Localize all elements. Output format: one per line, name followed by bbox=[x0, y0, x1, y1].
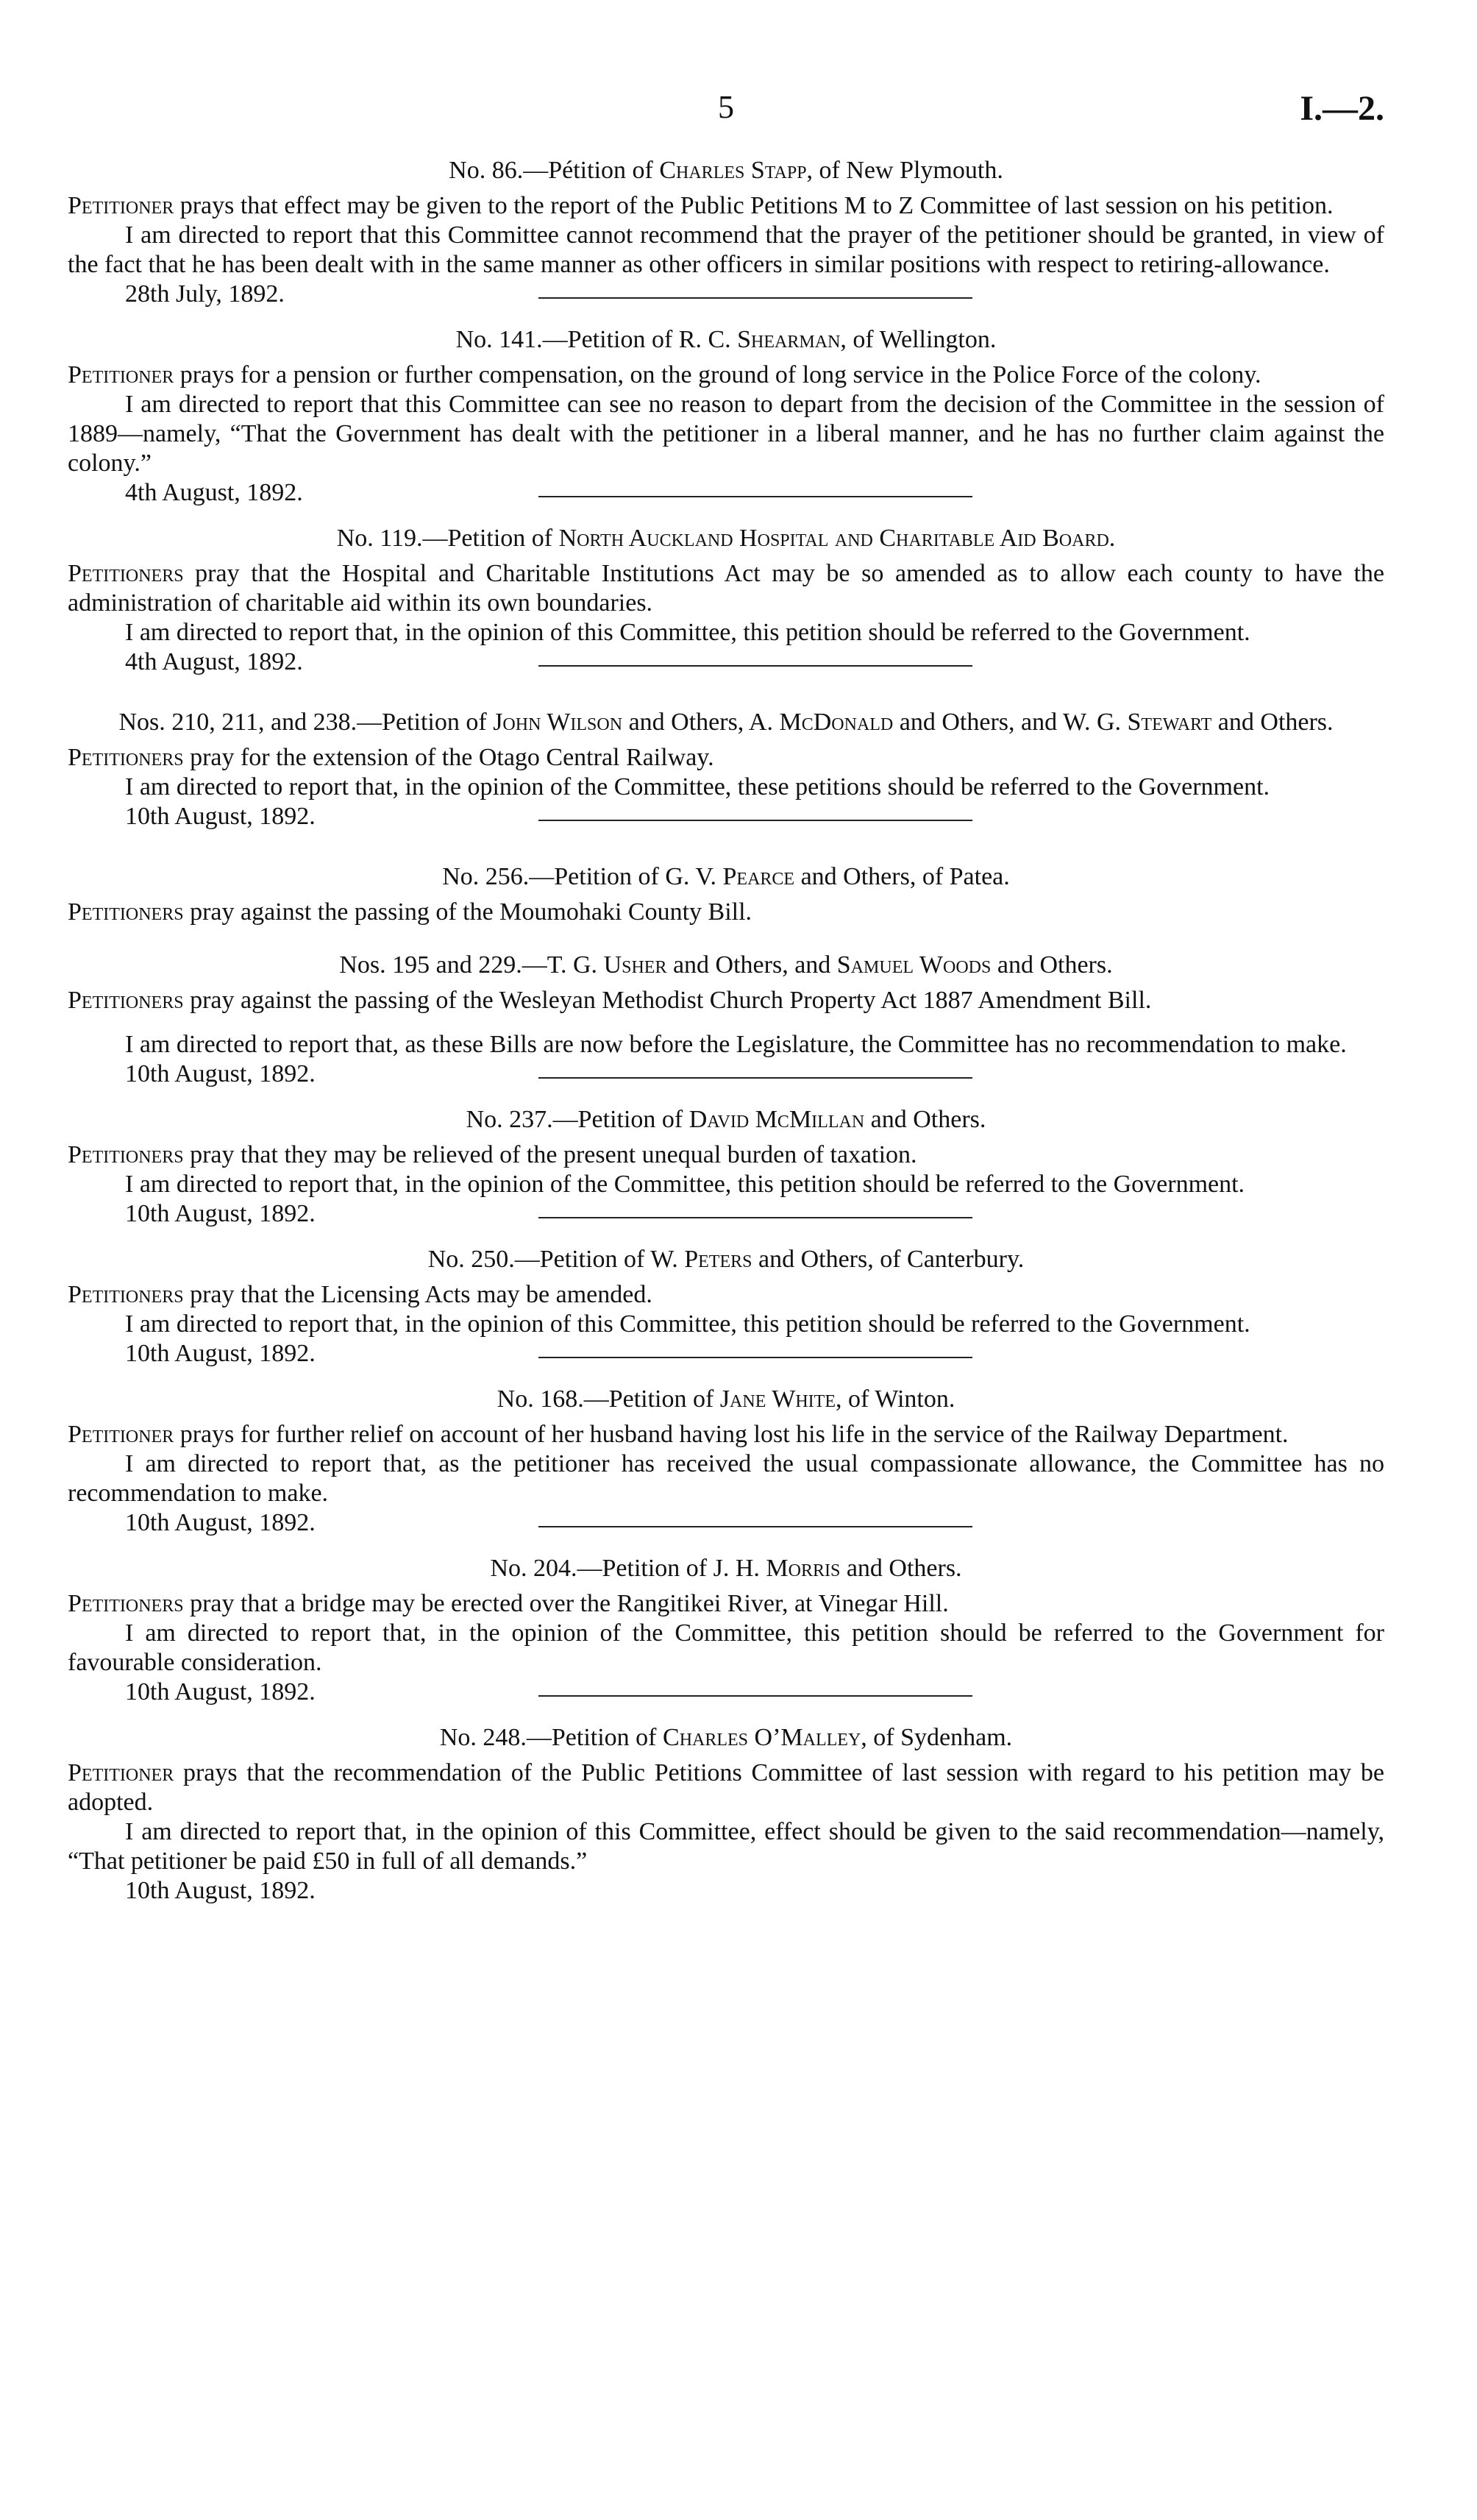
petition-title: No. 250.—Petition of W. Peters and Others, of Canterbury. bbox=[427, 1246, 1025, 1273]
report-date: 10th August, 1892. bbox=[125, 1340, 316, 1367]
petition-prayer: Petitioner prays for further relief on account of her husband having lost his life in the service of the Railway Department. bbox=[68, 1421, 1289, 1448]
petition-title: No. 141.—Petition of R. C. Shearman, of Wellington. bbox=[455, 326, 997, 353]
committee-report: I am directed to report that this Committee cannot recommend that the prayer of the petitioner should be granted, in view of the fact that he has been dealt with in the same manner as other officers in similar positions with respect to retiring-allowance. bbox=[68, 221, 1384, 278]
report-date: 10th August, 1892. bbox=[125, 1060, 316, 1087]
petition-entry bbox=[68, 706, 1384, 839]
petition-title: No. 204.—Petition of J. H. Morris and Others. bbox=[490, 1555, 962, 1582]
petition-prayer: Petitioners pray against the passing of the Wesleyan Methodist Church Property Act 1887 Amendment Bill. bbox=[68, 987, 1152, 1014]
report-date: 10th August, 1892. bbox=[125, 803, 316, 830]
section-divider bbox=[538, 820, 972, 821]
report-date-line bbox=[68, 1876, 1384, 1913]
report-date: 4th August, 1892. bbox=[125, 479, 303, 506]
petition-entry bbox=[68, 1383, 1384, 1545]
report-date-line bbox=[68, 1060, 1384, 1096]
petition-entry bbox=[68, 522, 1384, 684]
report-date: 10th August, 1892. bbox=[125, 1200, 316, 1227]
petition-prayer: Petitioners pray that they may be relieved of the present unequal burden of taxation. bbox=[68, 1141, 917, 1168]
petition-title: Nos. 210, 211, and 238.—Petition of John Wilson and Others, A. McDonald and Others, and W. G. Stewart and Others. bbox=[118, 709, 1334, 736]
committee-report: I am directed to report that, in the opinion of the Committee, these petitions should be referred to the Government. bbox=[125, 773, 1270, 801]
section-divider bbox=[538, 1695, 972, 1697]
report-date-line bbox=[68, 1508, 1384, 1545]
petition-title: No. 237.—Petition of David McMillan and Others. bbox=[466, 1106, 986, 1133]
petition-prayer: Petitioner prays that the recommendation of the Public Petitions Committee of last session with regard to his petition may be adopted. bbox=[68, 1759, 1384, 1816]
petition-title: No. 168.—Petition of Jane White, of Winton. bbox=[497, 1385, 955, 1413]
section-divider bbox=[538, 1357, 972, 1358]
committee-report: I am directed to report that, in the opinion of this Committee, this petition should be referred to the Government. bbox=[125, 1310, 1250, 1338]
petition-entry bbox=[68, 861, 1384, 927]
petition-entry bbox=[68, 949, 1384, 1096]
report-date: 10th August, 1892. bbox=[125, 1678, 316, 1706]
petition-entry bbox=[68, 1722, 1384, 1913]
petition-entry bbox=[68, 1104, 1384, 1236]
petition-title: Nos. 195 and 229.—T. G. Usher and Others, and Samuel Woods and Others. bbox=[339, 951, 1113, 979]
petition-entry bbox=[68, 1552, 1384, 1714]
petition-title: No. 119.—Petition of North Auckland Hospital and Charitable Aid Board. bbox=[336, 525, 1116, 552]
report-date: 4th August, 1892. bbox=[125, 648, 303, 675]
report-date-line bbox=[68, 1199, 1384, 1236]
section-divider bbox=[538, 297, 972, 299]
section-divider bbox=[538, 496, 972, 497]
petition-prayer: Petitioner prays for a pension or further compensation, on the ground of long service in the Police Force of the colony. bbox=[68, 361, 1261, 388]
section-divider bbox=[538, 1217, 972, 1218]
petition-entry bbox=[68, 324, 1384, 515]
document-page bbox=[68, 88, 1384, 1913]
report-date-line bbox=[68, 802, 1384, 839]
committee-report: I am directed to report that, as these Bills are now before the Legislature, the Committee has no recommendation to make. bbox=[125, 1031, 1347, 1058]
report-date-line bbox=[68, 1678, 1384, 1714]
committee-report: I am directed to report that, in the opinion of this Committee, this petition should be referred to the Government. bbox=[125, 619, 1250, 646]
petition-prayer: Petitioners pray against the passing of the Moumohaki County Bill. bbox=[68, 898, 752, 926]
petition-prayer: Petitioner prays that effect may be given to the report of the Public Petitions M to Z Committee of last session on his petition. bbox=[68, 192, 1334, 219]
report-date: 10th August, 1892. bbox=[125, 1877, 316, 1904]
petition-title: No. 256.—Petition of G. V. Pearce and Others, of Patea. bbox=[442, 863, 1010, 890]
petition-entry bbox=[68, 1243, 1384, 1376]
page-number: 5 bbox=[718, 89, 734, 125]
report-date-line bbox=[68, 280, 1384, 316]
committee-report: I am directed to report that this Committee can see no reason to depart from the decision of the Committee in the session of 1889—namely, “That the Government has dealt with the petitioner in a liberal manner, and he has no further claim against the colony.” bbox=[68, 391, 1384, 477]
section-divider bbox=[538, 1077, 972, 1079]
document-reference: I.—2. bbox=[1300, 89, 1384, 128]
report-date-line bbox=[68, 647, 1384, 684]
committee-report: I am directed to report that, in the opinion of this Committee, effect should be given to the said recommendation—namely, “That petitioner be paid £50 in full of all demands.” bbox=[68, 1818, 1384, 1875]
petition-title: No. 248.—Petition of Charles O’Malley, of Sydenham. bbox=[439, 1724, 1013, 1751]
petition-title: No. 86.—Pétition of Charles Stapp, of New Plymouth. bbox=[449, 157, 1003, 184]
petition-entry bbox=[68, 155, 1384, 316]
committee-report: I am directed to report that, as the petitioner has received the usual compassionate allowance, the Committee has no recommendation to make. bbox=[68, 1450, 1384, 1507]
petition-prayer: Petitioners pray for the extension of the Otago Central Railway. bbox=[68, 744, 714, 771]
report-date-line bbox=[68, 1339, 1384, 1376]
section-divider bbox=[538, 1526, 972, 1527]
section-divider bbox=[538, 665, 972, 667]
report-date: 28th July, 1892. bbox=[125, 280, 285, 308]
report-date: 10th August, 1892. bbox=[125, 1509, 316, 1536]
petition-prayer: Petitioners pray that the Hospital and Charitable Institutions Act may be so amended as to allow each county to have the administration of charitable aid within its own boundaries. bbox=[68, 560, 1384, 617]
page-header bbox=[68, 88, 1384, 147]
petition-prayer: Petitioners pray that the Licensing Acts may be amended. bbox=[68, 1281, 652, 1308]
petition-prayer: Petitioners pray that a bridge may be erected over the Rangitikei River, at Vinegar Hill. bbox=[68, 1590, 949, 1617]
report-date-line bbox=[68, 478, 1384, 515]
committee-report: I am directed to report that, in the opinion of the Committee, this petition should be referred to the Government for favourable consideration. bbox=[68, 1619, 1384, 1676]
committee-report: I am directed to report that, in the opinion of the Committee, this petition should be referred to the Government. bbox=[125, 1171, 1245, 1198]
